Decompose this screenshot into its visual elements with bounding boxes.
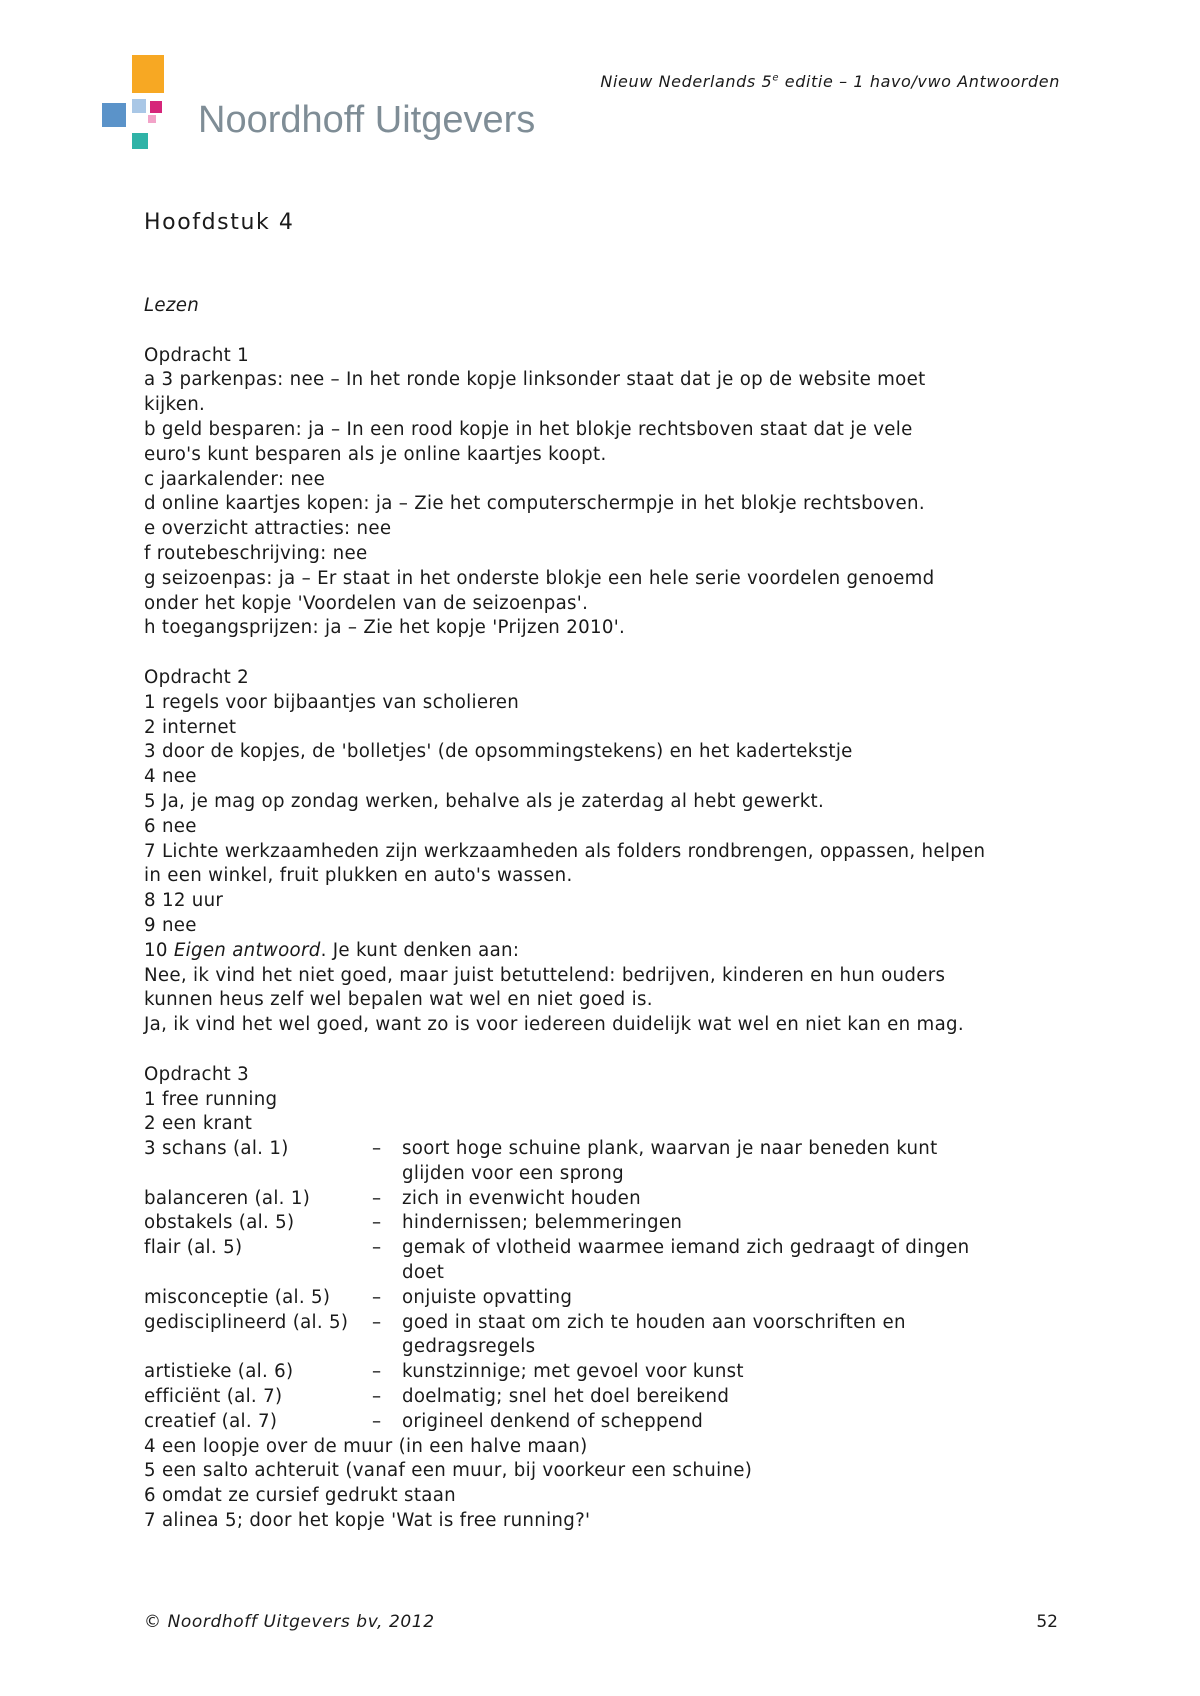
answer-line: e overzicht attracties: nee — [144, 518, 392, 540]
opdracht-title: Opdracht 1 — [144, 344, 250, 366]
answer-line: Ja, ik vind het wel goed, want zo is voor iedereen duidelijk wat wel en niet kan en mag. — [144, 1014, 964, 1036]
glossary-dash: – — [372, 1187, 382, 1209]
answer-line — [144, 939, 1084, 964]
opdracht-2 — [144, 666, 1084, 1038]
glossary-definition: kunstzinnige; met gevoel voor kunst — [402, 1361, 744, 1383]
answer-line: 9 nee — [144, 914, 197, 936]
glossary-definition: origineel denkend of scheppend — [402, 1410, 704, 1432]
answer-line: 1 regels voor bijbaantjes van scholieren — [144, 691, 520, 713]
answer-line: 4 een loopje over de muur (in een halve maan) — [144, 1435, 588, 1457]
answer-line: b geld besparen: ja – In een rood kopje in het blokje rechtsboven staat dat je vele — [144, 418, 913, 440]
answer-line: d online kaartjes kopen: ja – Zie het computerschermpje in het blokje rechtsboven. — [144, 493, 925, 515]
answer-line: 7 Lichte werkzaamheden zijn werkzaamheden als folders rondbrengen, oppassen, helpen — [144, 840, 986, 862]
running-title — [600, 72, 1060, 91]
definition-line: soort hoge schuine plank, waarvan je naar beneden kunt — [402, 1138, 938, 1160]
answer-line: 7 alinea 5; door het kopje 'Wat is free running?' — [144, 1510, 591, 1532]
glossary-term: efficiënt (al. 7) — [144, 1386, 283, 1408]
answer-line: kunnen heus zelf wel bepalen wat wel en niet goed is. — [144, 989, 653, 1011]
answers-content — [144, 294, 1084, 1534]
glossary-dash: – — [372, 1237, 382, 1259]
glossary-term: creatief (al. 7) — [144, 1410, 278, 1432]
glossary-entry — [144, 1286, 1084, 1311]
glossary-definition — [402, 1236, 1084, 1286]
glossary-definition — [402, 1137, 1084, 1187]
glossary-dash: – — [372, 1410, 382, 1432]
logo-square-pink — [148, 115, 156, 123]
glossary-term: 3 schans (al. 1) — [144, 1138, 289, 1160]
publisher-name: Noordhoff Uitgevers — [198, 99, 536, 141]
glossary-term: gedisciplineerd (al. 5) — [144, 1311, 349, 1333]
logo-square-teal — [132, 133, 148, 149]
answer-line: 4 nee — [144, 766, 197, 788]
glossary-dash: – — [372, 1286, 382, 1308]
page-number: 52 — [1036, 1612, 1058, 1632]
logo-square-lightblue — [132, 99, 146, 113]
answer-text: . Je kunt denken aan: — [320, 939, 520, 961]
glossary-definition: doelmatig; snel het doel bereikend — [402, 1386, 730, 1408]
opdracht-1 — [144, 344, 1084, 642]
glossary-entry — [144, 1360, 1084, 1385]
definition-line: gedragsregels — [402, 1336, 536, 1358]
answer-line: 8 12 uur — [144, 890, 224, 912]
glossary-entry — [144, 1236, 1084, 1286]
answer-line: 5 een salto achteruit (vanaf een muur, bij voorkeur een schuine) — [144, 1460, 753, 1482]
glossary-dash: – — [372, 1212, 382, 1234]
logo-square-orange — [132, 55, 164, 93]
running-title-text: Nieuw Nederlands 5 — [600, 72, 773, 91]
running-title-text-end: editie – 1 havo/vwo Antwoorden — [779, 72, 1060, 91]
section-label: Lezen — [144, 295, 200, 316]
glossary-dash: – — [372, 1311, 382, 1333]
answer-line: f routebeschrijving: nee — [144, 542, 368, 564]
logo-square-blue — [102, 103, 126, 127]
glossary-entry — [144, 1211, 1084, 1236]
copyright: © Noordhoff Uitgevers bv, 2012 — [144, 1612, 435, 1632]
opdracht-3 — [144, 1063, 1084, 1534]
glossary-dash: – — [372, 1361, 382, 1383]
glossary-dash: – — [372, 1138, 382, 1160]
answer-number: 10 — [144, 939, 174, 961]
glossary-dash: – — [372, 1386, 382, 1408]
glossary-term: artistieke (al. 6) — [144, 1361, 294, 1383]
answer-line: in een winkel, fruit plukken en auto's wassen. — [144, 865, 573, 887]
glossary-term: misconceptie (al. 5) — [144, 1286, 331, 1308]
answer-line: a 3 parkenpas: nee – In het ronde kopje linksonder staat dat je op de website moet — [144, 369, 926, 391]
definition-line: doet — [402, 1262, 445, 1284]
answer-line: h toegangsprijzen: ja – Zie het kopje 'Prijzen 2010'. — [144, 617, 626, 639]
glossary-definition — [402, 1311, 1084, 1361]
answer-line: 3 door de kopjes, de 'bolletjes' (de opsommingstekens) en het kadertekstje — [144, 741, 853, 763]
glossary-entry — [144, 1385, 1084, 1410]
opdracht-title: Opdracht 3 — [144, 1063, 250, 1085]
answer-line: Nee, ik vind het niet goed, maar juist betuttelend: bedrijven, kinderen en hun ouders — [144, 964, 946, 986]
glossary-entry — [144, 1137, 1084, 1187]
glossary-definition: zich in evenwicht houden — [402, 1187, 641, 1209]
running-title-superscript: e — [772, 72, 780, 84]
glossary-term: obstakels (al. 5) — [144, 1212, 295, 1234]
glossary-entry — [144, 1410, 1084, 1435]
answer-line: onder het kopje 'Voordelen van de seizoenpas'. — [144, 592, 589, 614]
glossary-term: flair (al. 5) — [144, 1237, 243, 1259]
answer-line: 1 free running — [144, 1088, 278, 1110]
definition-line: goed in staat om zich te houden aan voorschriften en — [402, 1311, 906, 1333]
glossary-entry — [144, 1187, 1084, 1212]
logo-square-magenta — [150, 101, 162, 113]
answer-line: 6 nee — [144, 815, 197, 837]
answer-line: kijken. — [144, 394, 206, 416]
answer-line: euro's kunt besparen als je online kaartjes koopt. — [144, 443, 607, 465]
answer-line: 5 Ja, je mag op zondag werken, behalve als je zaterdag al hebt gewerkt. — [144, 790, 825, 812]
glossary-definition: onjuiste opvatting — [402, 1286, 573, 1308]
answer-line: g seizoenpas: ja – Er staat in het onderste blokje een hele serie voordelen genoemd — [144, 567, 935, 589]
answer-line: 2 een krant — [144, 1113, 253, 1135]
definition-line: glijden voor een sprong — [402, 1162, 624, 1184]
definition-line: gemak of vlotheid waarmee iemand zich gedraagt of dingen — [402, 1237, 970, 1259]
answer-emphasis: Eigen antwoord — [173, 939, 321, 961]
answer-line: c jaarkalender: nee — [144, 468, 326, 490]
opdracht-title: Opdracht 2 — [144, 666, 250, 688]
answer-line: 6 omdat ze cursief gedrukt staan — [144, 1485, 456, 1507]
chapter-title: Hoofdstuk 4 — [144, 210, 295, 235]
publisher-logo — [102, 55, 562, 160]
glossary-entry — [144, 1311, 1084, 1361]
glossary-term: balanceren (al. 1) — [144, 1187, 311, 1209]
answer-line: 2 internet — [144, 716, 237, 738]
glossary-definition: hindernissen; belemmeringen — [402, 1212, 683, 1234]
